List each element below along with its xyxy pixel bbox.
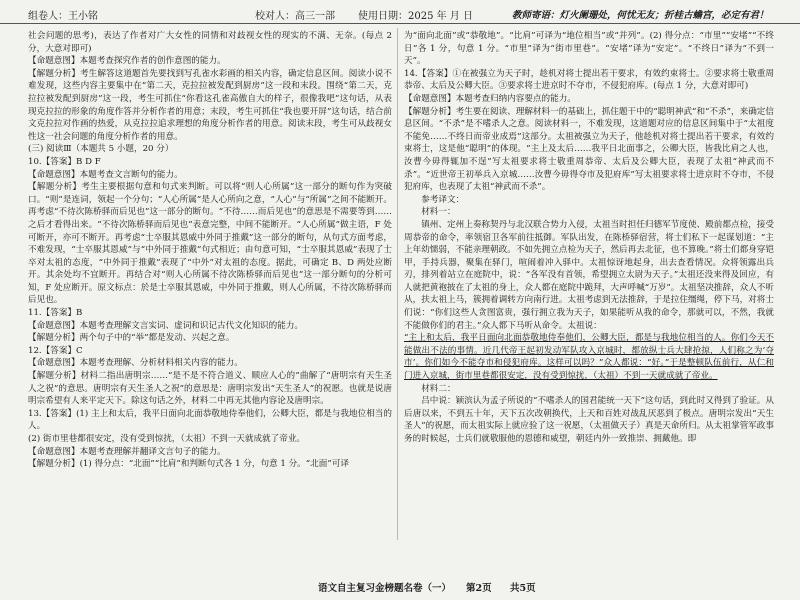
paragraph: 13.【答案】(1) 主上和太后，我平日面向北面恭敬地侍奉他们，公卿大臣，都是与我地位相当的人。 — [28, 408, 392, 432]
compiler-label: 组卷人：王小铭 — [28, 11, 98, 22]
paragraph: 【解题分析】考生主要根据句意和句式来判断。可以将“则人心所属”这一部分的断句作为突破口。“则”是连词，领起一个分句；“人心所属”是人心所向之意，“人心”与“所属”之间不能断开。再考虑“不待次陈桥驿而后见也”这一部分的断句。“不待……而后见也”的意思是不需要等到……之后才看得出来。“不待次陈桥驿而后见也”表意完整，中间不能断开。“人心所属”做主语，F 处可断开，亦可不断开。再考虑“士卒服其恩威中外同于推戴”这一部分的断句，从句式方面考虑，不难发现，“士卒服其恩威”与“中外同于推戴”句式相近；由句意可知，“士卒服其恩威”表现了士卒对太祖的态度，“中外同于推戴”表现了“中外”对太祖的态度。据此，可确定 B、D 两处应断开。其余处均不宜断开。再结合对“则人心所属不待次陈桥驿而后见也”这一部分断句的分析可知，F 处应断开。原文标点：於是士卒服其恩威，中外同于推戴，则人心所属，不待次陈桥驿而后见也。 — [28, 182, 392, 306]
paragraph: 【解题分析】(1) 得分点：“北面”“比肩”和判断句式各 1 分，句意 1 分。“北面”可译 — [28, 459, 349, 470]
paragraph: 【命题意图】本题考查探究作者的创作意图的能力。 — [28, 56, 226, 67]
paragraph: 【命题意图】本题考查文言断句的能力。 — [28, 169, 183, 180]
paragraph: 社会问题的思考)，表达了作者对广大女性的同情和对歧视女性的现实的不满、无奈。(每点 2 分，大意对即可) — [28, 31, 392, 54]
paragraph: 【解题分析】考生解答这道题首先要找到写孔雀水彩画的相关内容，确定信息区间。阅读小说不难发现，这些内容主要集中在“第二天，克拉拉被发配到厨房”这一段和末段。围绕“第二天，克拉拉被发配到厨房”这一段，考生可抓住“你看这孔雀高傲自大的样子，很像我吧”这句话，从表现克拉拉的形象的角度作答并分析作者的用意；末段，考生可抓住“我也要开屏”这句话，结合前文克拉拉对作画的热爱，从克拉拉追求理想的角度分析作者的用意。阅读末段，考生可从歧视女性这一社会问题的角度分析作者的用意。 — [28, 68, 392, 142]
paragraph: 【命题意图】本题考查归纳内容要点的能力。 — [404, 93, 576, 104]
paragraph: 【解题分析】材料二指出唐明宗……“是不是不符合道义、顺应人心的”曲解了“唐明宗有天生圣人之祝”的意思。唐明宗有天生圣人之祝”的意思是：唐明宗发出“天生圣人”的祝愿。也就是说唐明宗希望有人来平定天下。除这句话之外，材料二中再无其他内容论及唐明宗。 — [28, 371, 392, 407]
paragraph: 10.【答案】B D F — [28, 156, 101, 167]
paragraph: 14.【答案】①在被强立为天子时，趁机对将士提出若干要求，有效约束将士。②要求将士敬重周恭帝、太后及公卿大臣。③要求将士进京时不夺市，不侵犯府库。(每点 1 分，大意对即可) — [404, 68, 774, 92]
paragraph: 12.【答案】C — [28, 345, 83, 356]
paragraph: (三) 阅读Ⅲ（本题共 5 小题，20 分） — [28, 144, 174, 155]
right-column — [404, 30, 774, 538]
paragraph: (2) 街市里巷都很安定，没有受到惊扰，（太祖）不到一天就成就了帝业。 — [28, 434, 306, 444]
paragraph: 【解题分析】考生要在阅读、理解材料一的基础上，抓住题干中的“聪明神武”和“不杀”，来确定信息区间。“不杀”是不嗜杀人之意。阅读材料一，不难发现，这道题对应的信息区间集中于“太祖度不能免……不终日而帝业成焉”这部分。太祖被强立为天子，他趁机对将士提出若干要求，有效约束将士，这是他“聪明”的体现。“主上及太后……我平日北面事之，公卿大臣，皆我比肩之人也，汝曹今毋得辄加不逞”写太祖要求将士敬重周恭帝、太后及公卿大臣，表现了太祖“神武而不杀”。“近世帝王初举兵入京城……汝曹今毋得夺市及犯府库”写太祖要求将士进京时不夺市，不侵犯府库，也表现了太祖“神武而不杀”。 — [404, 106, 774, 193]
page-total: 共5页 — [510, 583, 536, 594]
exam-title: 语文自主复习金榜题名卷（一） — [318, 583, 452, 594]
paragraph: 【命题意图】本题考查理解、分析材料相关内容的能力。 — [28, 358, 243, 369]
paragraph: 【命题意图】本题考查理解并翻译文言句子的能力。 — [28, 446, 226, 457]
paragraph: 参考译文： — [421, 194, 465, 205]
reviewer-label: 校对人：高三一部 — [255, 11, 335, 22]
page-number: 第2页 — [466, 583, 492, 594]
paragraph: 材料二： — [421, 383, 456, 394]
page-footer — [0, 550, 800, 600]
paragraph: 镇州、定州上奏称契丹与北汉联合势力入侵，太祖当时担任归德军节度使、殿前都点检，接受周恭帝的命令，率领宿卫各军前往抵御。军队出发，在陈桥驿宿营，将士们私下一起谋划道：“主上年幼懦弱，不能亲理朝政。不如先拥立点检为天子，然后再去北征，也不算晚。”将士们都身穿铠甲，手持兵器，聚集在驿门，喧闹着冲入驿中。太祖惊讶地起身，出去查看情况。众将领露出兵刃，排列着站立在庭院中，说：“各军没有首领，希望拥立太尉为天子。”太祖还没来得及回应，有人就把黄袍披在了太祖的身上，众人都在庭院中跪拜，大声呼喊“万岁”。太祖坚决推辞，众人不听从，扶太祖上马，簇拥着调转方向南行进。太祖考虑到无法推辞，于是拉住缰绳，停下马，对将士们说：“你们这些人贪图富贵，强行拥立我为天子，如果能听从我的命令，那就可以，不然，我就不能做你们的君主。”众人都下马听从命令。太祖说： — [404, 219, 774, 331]
left-column — [28, 30, 392, 538]
column-divider — [397, 28, 398, 540]
paragraph: 吕中说：颖滨认为孟子所说的“不嗜杀人的国君能统一天下”这句话，到此时又得到了验证。从后唐以来，不到五十年，天下五次改朝换代，上天和百姓对战乱厌恶到了极点。唐明宗发出“天生圣人”的祝愿，而太祖实际上就应验了这一祝愿，（太祖做天子）真是天命所归。从太祖掌管军政事务的时候起，士兵们就敬服他的恩德和威望，朝廷内外一致推崇、拥戴他。即 — [404, 396, 774, 444]
paragraph: “主上和太后，我平日面向北面恭敬地侍奉他们，公卿大臣，都是与我地位相当的人。你们今天不能做出不法的事情。近几代帝王起初发动军队攻入京城时，都放纵士兵大肆抢掠，人们称之为‘夺市’。你们如今不能夺市和侵犯府库。这样可以吗？”众人都说：“好。”于是整顿队伍前行，从仁和门进入京城，街市里巷都很安定，没有受到惊扰，（太祖）不到一天就成就了帝业。 — [404, 333, 774, 382]
paragraph: 11.【答案】B — [28, 308, 83, 319]
paragraph: 材料一： — [421, 207, 456, 218]
paragraph: 【命题意图】本题考查理解文言实词、虚词和识记古代文化知识的能力。 — [28, 320, 304, 331]
paragraph: 为“面向北面”或“恭敬地”。“比肩”可译为“地位相当”或“并列”。(2) 得分点：“市里”“安堵”“不终日”各 1 分，句意 1 分。“市里”译为“街市里巷”。“安堵”译为“安定”。“不终日”译为“不到一天”。 — [404, 31, 774, 67]
page-header — [0, 0, 800, 24]
teacher-motto: 教师寄语：灯火阑珊处，何忧无友；折桂古蟾宫，必定有君！ — [512, 10, 769, 21]
date-label: 使用日期：2025 年 月 日 — [358, 11, 473, 22]
paragraph: 【解题分析】两个句子中的“举”都是发动、兴起之意。 — [28, 333, 235, 344]
